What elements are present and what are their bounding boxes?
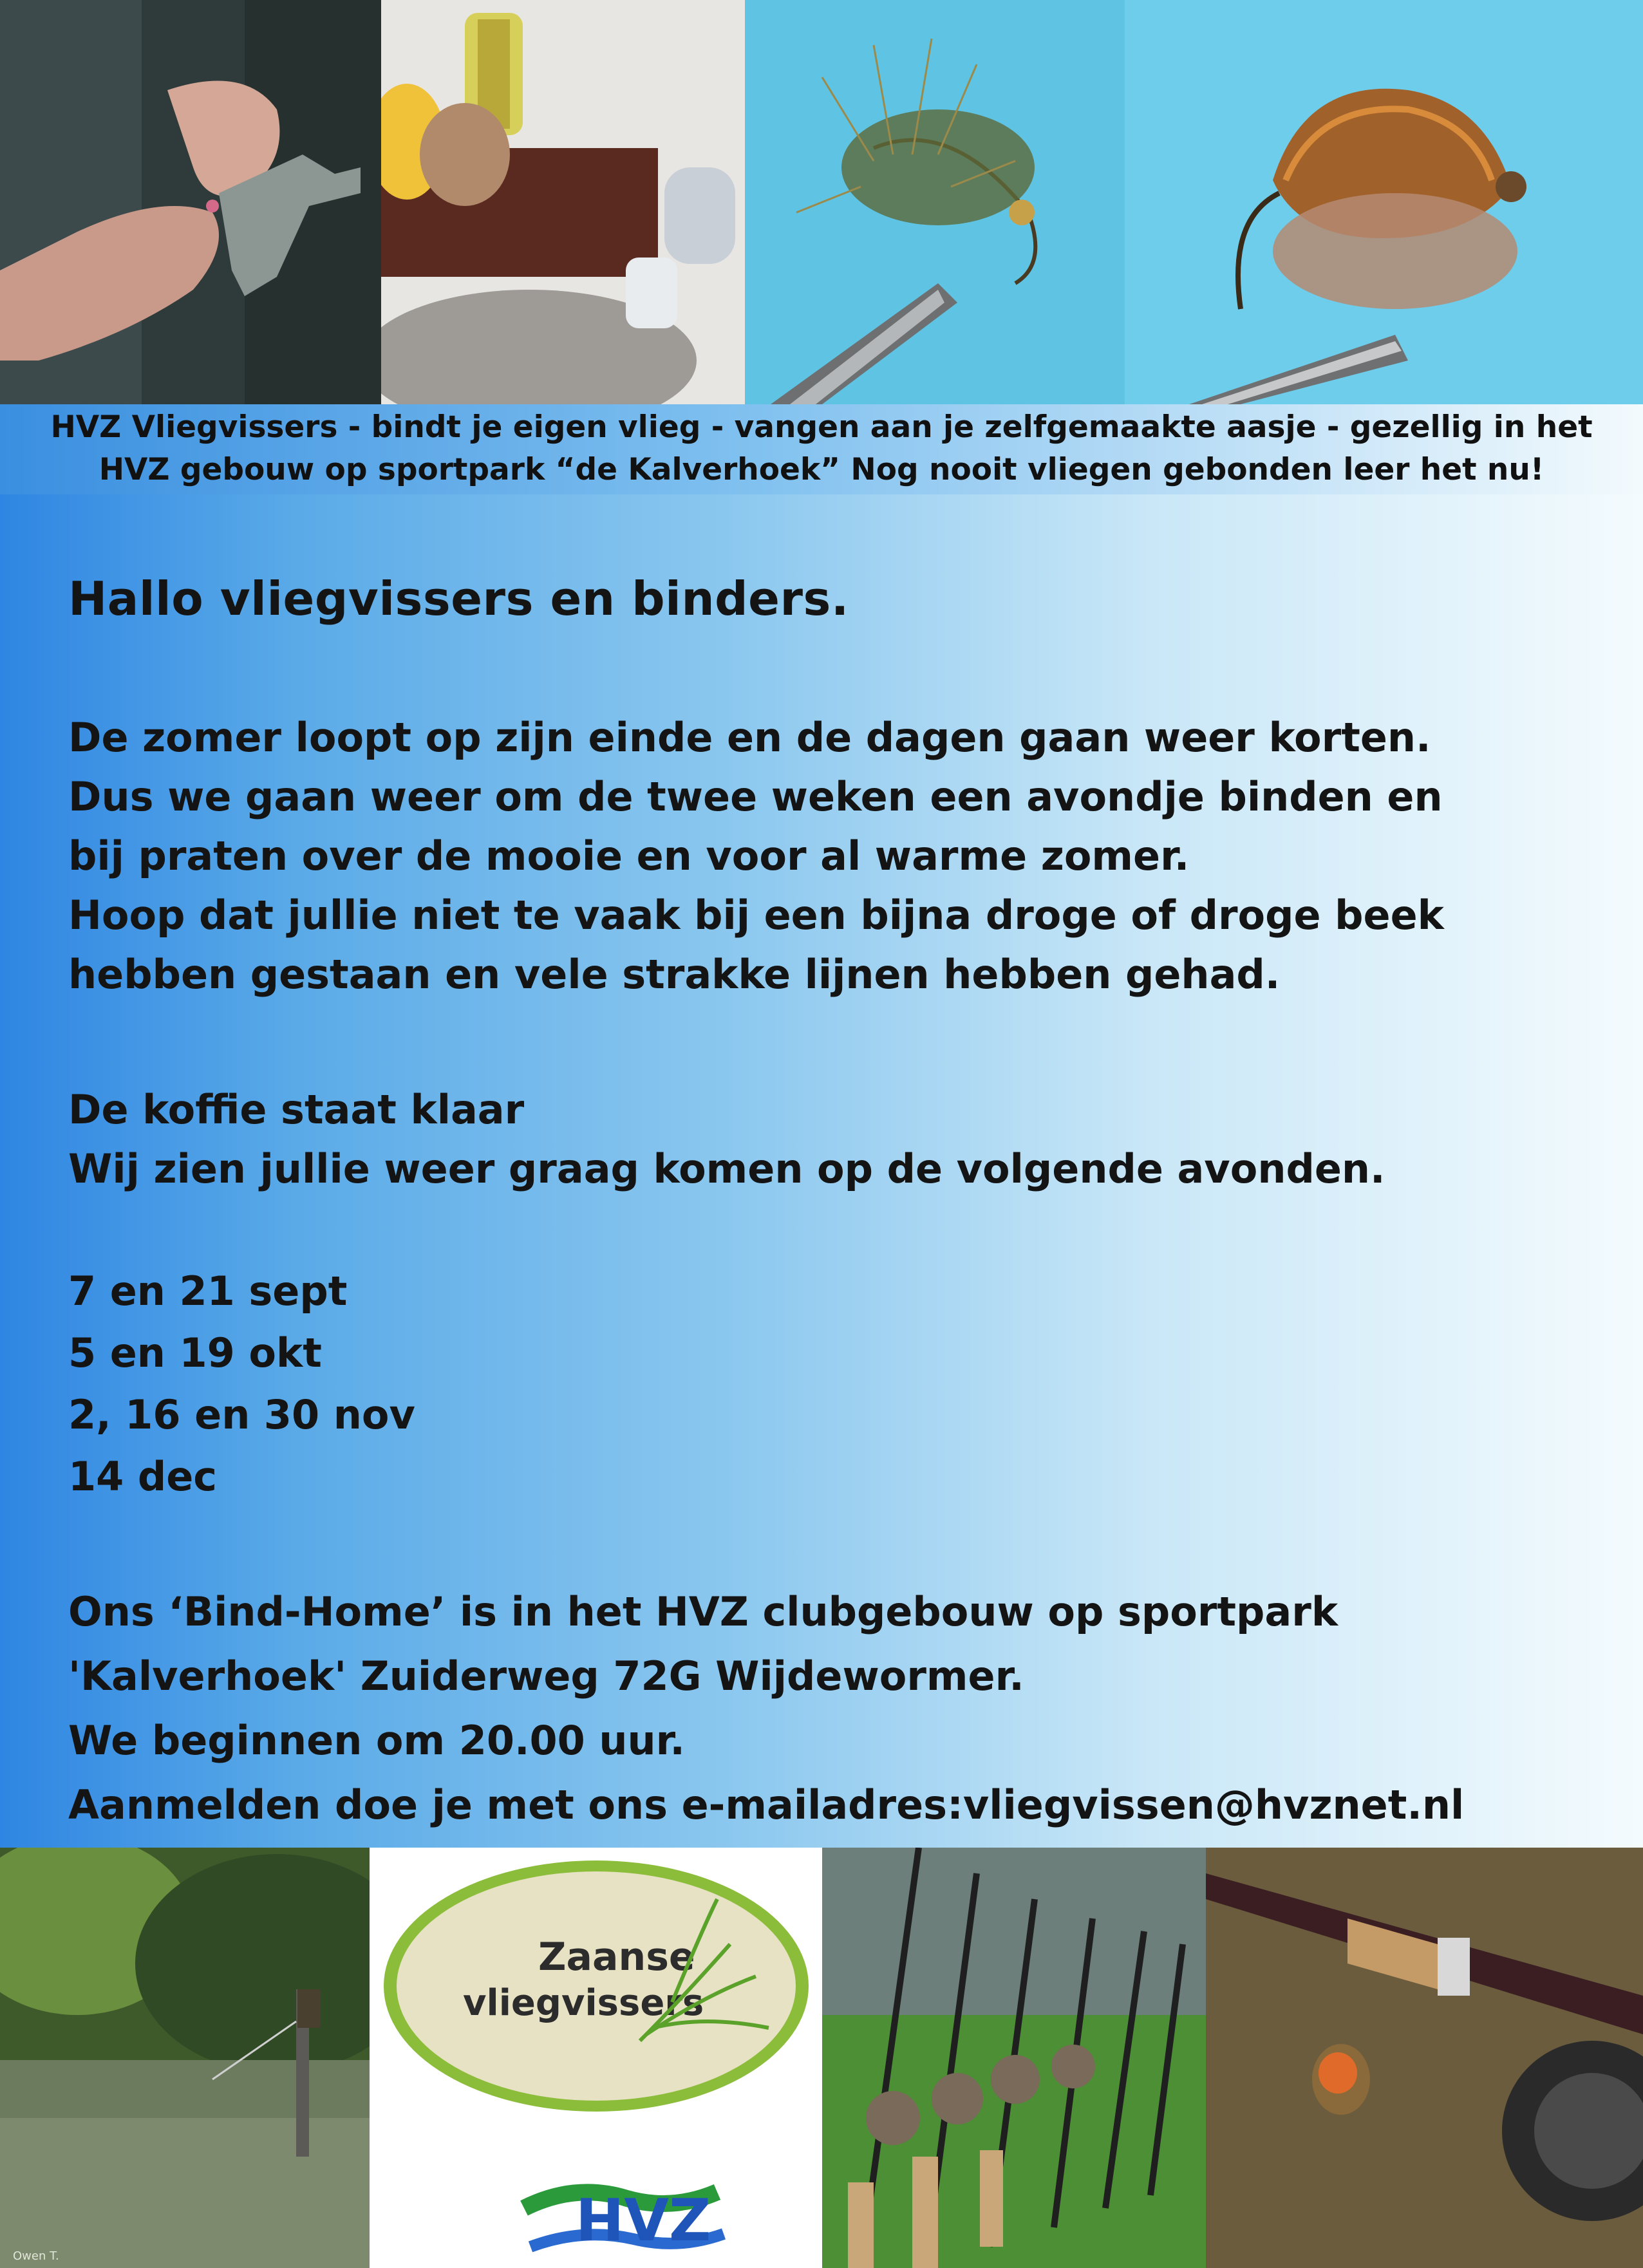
zaanse-logo-line1: Zaanse bbox=[538, 1935, 695, 1980]
photo-fly-in-vise-2 bbox=[1125, 0, 1643, 404]
photo-fishing-rods bbox=[822, 1848, 1206, 2268]
photo-thread-bobbins bbox=[381, 0, 745, 404]
intro-line: bij praten over de mooie en voor al warme zomer. bbox=[68, 832, 1190, 879]
location-line: 'Kalverhoek' Zuiderweg 72G Wijdewormer. bbox=[68, 1653, 1024, 1700]
date-item: 5 en 19 okt bbox=[68, 1329, 322, 1376]
dates-list bbox=[68, 1261, 415, 1508]
header-banner bbox=[0, 404, 1643, 494]
logos-panel bbox=[370, 1848, 822, 2268]
location-line: We beginnen om 20.00 uur. bbox=[68, 1717, 685, 1764]
date-item: 14 dec bbox=[68, 1453, 218, 1500]
coffee-line: De koffie staat klaar bbox=[68, 1086, 525, 1133]
coffee-line: Wij zien jullie weer graag komen op de volgende avonden. bbox=[68, 1145, 1385, 1192]
intro-line: Hoop dat jullie niet te vaak bij een bijna droge of droge beek bbox=[68, 892, 1444, 939]
photo-rod-reel-robin bbox=[1206, 1848, 1643, 2268]
main-content bbox=[0, 494, 1643, 1848]
top-photo-strip bbox=[0, 0, 1643, 404]
location-paragraph bbox=[68, 1580, 1464, 1837]
intro-line: De zomer loopt op zijn einde en de dagen gaan weer korten. bbox=[68, 714, 1431, 761]
greeting-heading: Hallo vliegvissers en binders. bbox=[68, 572, 849, 626]
intro-line: Dus we gaan weer om de twee weken een avondje binden en bbox=[68, 773, 1443, 820]
banner-line-2: HVZ gebouw op sportpark “de Kalverhoek” Nog nooit vliegen gebonden leer het nu! bbox=[99, 452, 1544, 487]
date-item: 2, 16 en 30 nov bbox=[68, 1391, 415, 1438]
photo-angler-in-river bbox=[0, 1848, 370, 2268]
photo-fly-in-vise-1 bbox=[745, 0, 1125, 404]
photo-credit: Owen T. bbox=[13, 2249, 59, 2263]
intro-paragraph bbox=[68, 708, 1444, 1004]
coffee-paragraph bbox=[68, 1080, 1385, 1199]
email-line[interactable]: Aanmelden doe je met ons e-mailadres:vliegvissen@hvznet.nl bbox=[68, 1781, 1465, 1828]
banner-line-1: HVZ Vliegvissers - bindt je eigen vlieg - vangen aan je zelfgemaakte aasje - gezellig in het bbox=[50, 409, 1593, 445]
intro-line: hebben gestaan en vele strakke lijnen hebben gehad. bbox=[68, 951, 1281, 998]
hvz-logo-text: HVZ bbox=[576, 2187, 711, 2254]
date-item: 7 en 21 sept bbox=[68, 1268, 348, 1315]
photo-hands-tying-fly bbox=[0, 0, 381, 404]
location-line: Ons ‘Bind-Home’ is in het HVZ clubgebouw op sportpark bbox=[68, 1588, 1338, 1635]
zaanse-logo-line2: vliegvissers bbox=[463, 1982, 704, 2024]
bottom-photo-strip bbox=[0, 1848, 1643, 2268]
